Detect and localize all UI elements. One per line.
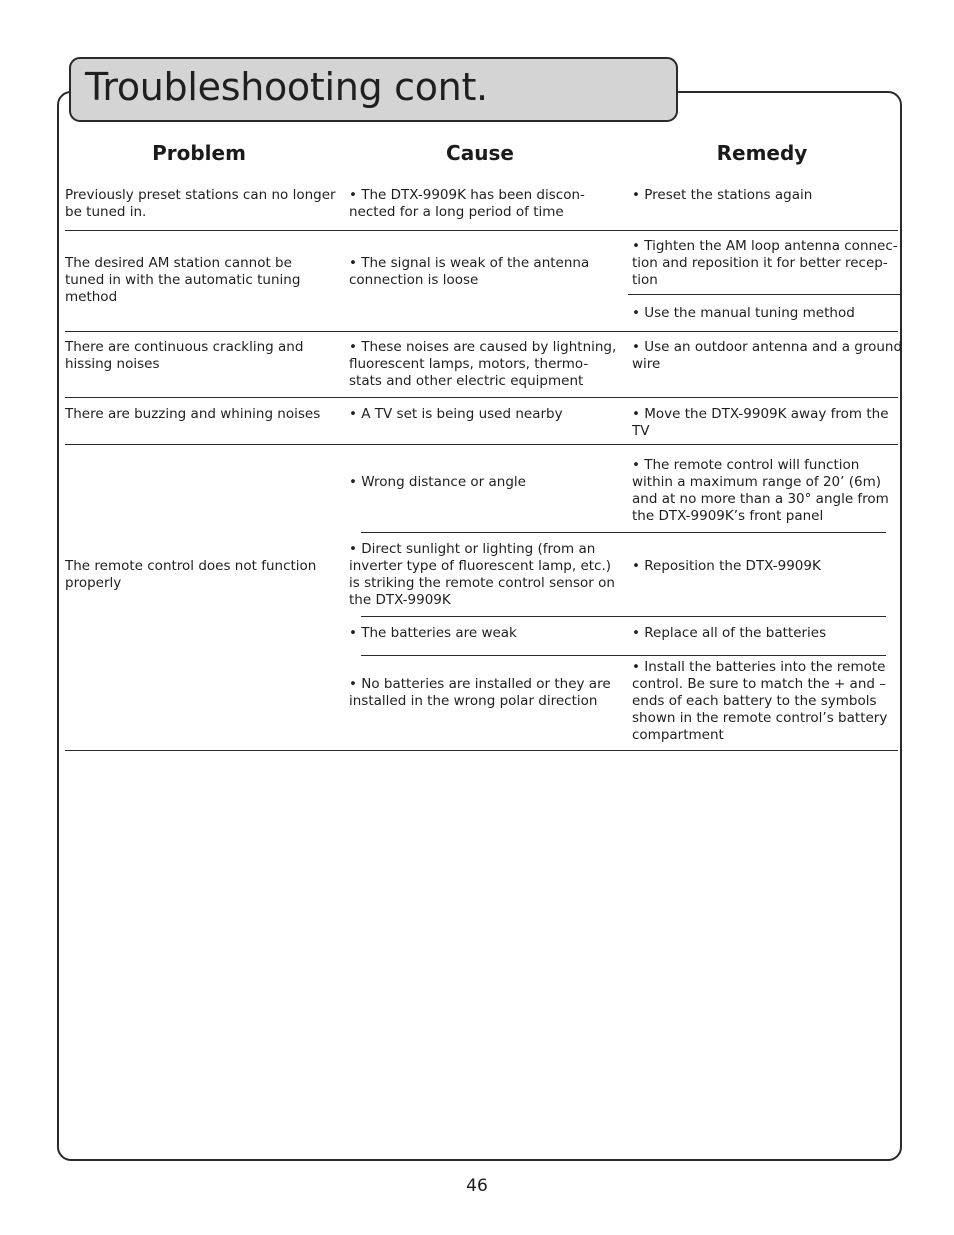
sub-divider	[628, 294, 900, 295]
row-divider	[65, 397, 898, 398]
sub-divider	[361, 532, 886, 533]
problem-cell: The remote control does not function properly	[65, 558, 317, 591]
problem-cell: The desired AM station cannot be tuned in with the automatic tuning method	[65, 255, 301, 305]
cause-cell: • These noises are caused by lightning, fluorescent lamps, motors, thermo-stats and other electric equipment	[349, 339, 617, 389]
cause-cell: • No batteries are installed or they are installed in the wrong polar direction	[349, 676, 611, 709]
header-cause: Cause	[446, 141, 514, 165]
cause-cell: • The signal is weak of the antenna connection is loose	[349, 255, 590, 288]
cause-cell: • A TV set is being used nearby	[349, 406, 563, 422]
row-divider	[65, 230, 898, 231]
cause-cell: • Wrong distance or angle	[349, 474, 526, 490]
cause-cell: • The batteries are weak	[349, 625, 517, 641]
sub-divider	[361, 616, 886, 617]
problem-cell: Previously preset stations can no longer be tuned in.	[65, 187, 336, 220]
row-divider	[65, 444, 898, 445]
cause-cell: • The DTX-9909K has been discon-nected for a long period of time	[349, 187, 585, 220]
header-remedy: Remedy	[716, 141, 808, 165]
remedy-cell: • Tighten the AM loop antenna connec-tion and reposition it for better recep-tion	[632, 238, 898, 288]
title-tab	[69, 57, 678, 122]
row-divider	[65, 331, 898, 332]
remedy-cell: • Preset the stations again	[632, 187, 813, 203]
remedy-cell: • Install the batteries into the remote control. Be sure to match the + and – ends of each battery to the symbols shown in the remote control’s battery compartment	[632, 659, 888, 743]
remedy-cell: • Use an outdoor antenna and a ground wire	[632, 339, 903, 372]
page-number: 46	[466, 1176, 488, 1196]
header-problem: Problem	[152, 141, 246, 165]
cause-cell: • Direct sunlight or lighting (from an inverter type of fluorescent lamp, etc.) is striking the remote control sensor on the DTX-9909K	[349, 541, 615, 608]
remedy-cell: • Replace all of the batteries	[632, 625, 827, 641]
sub-divider	[361, 655, 886, 656]
remedy-cell: • Use the manual tuning method	[632, 305, 855, 321]
page-title: Troubleshooting cont.	[85, 65, 488, 109]
remedy-cell: • Move the DTX-9909K away from the TV	[632, 406, 889, 439]
remedy-cell: • The remote control will function within a maximum range of 20’ (6m) and at no more than a 30° angle from the DTX-9909K’s front panel	[632, 457, 889, 524]
problem-cell: There are continuous crackling and hissing noises	[65, 339, 304, 372]
row-divider	[65, 750, 898, 751]
problem-cell: There are buzzing and whining noises	[65, 406, 321, 422]
remedy-cell: • Reposition the DTX-9909K	[632, 558, 821, 574]
